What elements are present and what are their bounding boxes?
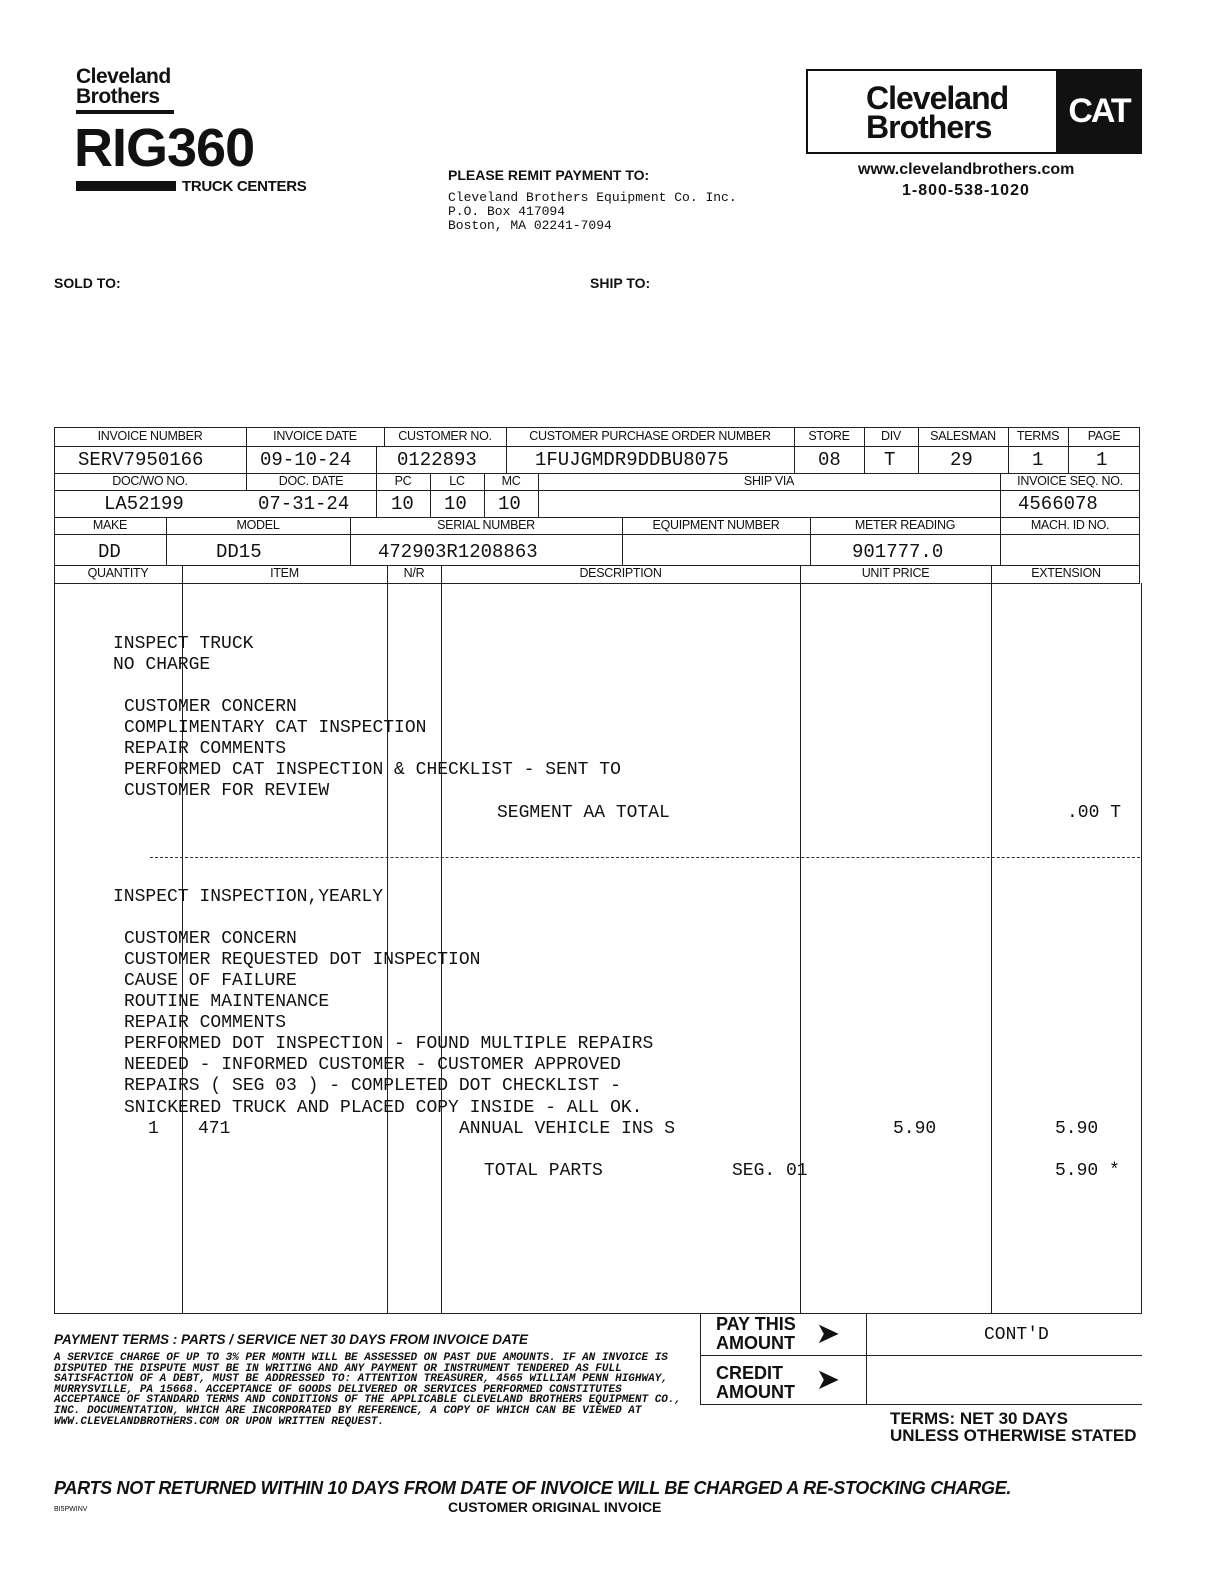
body-line: SNICKERED TRUCK AND PLACED COPY INSIDE - ALL OK. bbox=[124, 1098, 643, 1118]
hdr-equipment-number: EQUIPMENT NUMBER bbox=[652, 518, 780, 532]
invoice-number: SERV7950166 bbox=[78, 449, 204, 471]
hdr-unit-price: UNIT PRICE bbox=[861, 566, 930, 580]
remit-label: PLEASE REMIT PAYMENT TO: bbox=[448, 167, 650, 183]
hdr-invoice-date: INVOICE DATE bbox=[273, 429, 357, 443]
store: 08 bbox=[818, 449, 841, 471]
page: 1 bbox=[1096, 449, 1108, 471]
body-line: INSPECT INSPECTION,YEARLY bbox=[113, 887, 384, 907]
grid-line bbox=[54, 583, 1140, 584]
customer-original-label: CUSTOMER ORIGINAL INVOICE bbox=[448, 1499, 662, 1515]
arrow-right-icon: ➤ bbox=[817, 1318, 839, 1348]
hdr-lc: LC bbox=[449, 474, 465, 488]
body-line: CUSTOMER CONCERN bbox=[124, 929, 297, 949]
rig360-logo: RIG360 bbox=[74, 118, 255, 178]
segment-total-label: SEGMENT AA TOTAL bbox=[497, 803, 670, 823]
body-line: PERFORMED CAT INSPECTION & CHECKLIST - SENT TO bbox=[124, 760, 621, 780]
doc-wo-no: LA52199 bbox=[104, 493, 184, 515]
grid-line bbox=[1141, 583, 1142, 1313]
hdr-doc-date: DOC. DATE bbox=[278, 474, 344, 488]
grid-line bbox=[387, 565, 388, 1313]
grid-line bbox=[700, 1404, 1142, 1405]
truck-centers-label: TRUCK CENTERS bbox=[182, 178, 307, 195]
hdr-mach-id-no: MACH. ID NO. bbox=[1030, 518, 1110, 532]
hdr-div: DIV bbox=[881, 429, 901, 443]
body-line: CUSTOMER REQUESTED DOT INSPECTION bbox=[124, 950, 481, 970]
segment-separator bbox=[150, 857, 1140, 858]
website: www.clevelandbrothers.com bbox=[858, 161, 1075, 178]
body-line: NO CHARGE bbox=[113, 655, 211, 675]
lc: 10 bbox=[444, 493, 467, 515]
credit-amount-label: CREDIT AMOUNT bbox=[716, 1363, 795, 1402]
hdr-customer-po: CUSTOMER PURCHASE ORDER NUMBER bbox=[529, 429, 771, 443]
mc: 10 bbox=[498, 493, 521, 515]
meter-reading: 901777.0 bbox=[852, 541, 944, 563]
part-item: 471 bbox=[198, 1119, 231, 1139]
body-line: REPAIR COMMENTS bbox=[124, 739, 287, 759]
terms-net: TERMS: NET 30 DAYS UNLESS OTHERWISE STATED bbox=[890, 1409, 1137, 1445]
hdr-page: PAGE bbox=[1087, 429, 1121, 443]
pay-amount-value: CONT'D bbox=[984, 1325, 1049, 1345]
total-parts-value: 5.90 * bbox=[1055, 1161, 1120, 1181]
segment-total-value: .00 T bbox=[1067, 803, 1122, 823]
logo-bar bbox=[76, 181, 176, 191]
payment-terms: PAYMENT TERMS : PARTS / SERVICE NET 30 DAYS FROM INVOICE DATE bbox=[54, 1332, 529, 1347]
ship-to-label: SHIP TO: bbox=[590, 275, 651, 291]
body-line: INSPECT TRUCK bbox=[113, 634, 254, 654]
salesman: 29 bbox=[950, 449, 973, 471]
terms: 1 bbox=[1032, 449, 1044, 471]
part-extension: 5.90 bbox=[1055, 1119, 1099, 1139]
hdr-terms: TERMS bbox=[1016, 429, 1060, 443]
phone-number: 1-800-538-1020 bbox=[902, 182, 1030, 199]
hdr-doc-wo-no: DOC/WO NO. bbox=[112, 474, 188, 488]
customer-no: 0122893 bbox=[397, 449, 477, 471]
hdr-extension: EXTENSION bbox=[1031, 566, 1101, 580]
grid-line bbox=[54, 1313, 1142, 1314]
hdr-pc: PC bbox=[394, 474, 412, 488]
body-line: CAUSE OF FAILURE bbox=[124, 971, 297, 991]
hdr-model: MODEL bbox=[236, 518, 280, 532]
grid-line bbox=[54, 534, 1140, 535]
grid-line bbox=[54, 490, 1140, 491]
grid-line bbox=[991, 565, 992, 1313]
remit-line-3: Boston, MA 02241-7094 bbox=[448, 218, 612, 233]
grid-line bbox=[700, 1313, 701, 1404]
div: T bbox=[884, 449, 896, 471]
grid-line bbox=[1139, 427, 1140, 583]
grid-line bbox=[800, 565, 801, 1313]
rig360-cleveland-brothers-wordmark: Cleveland Brothers bbox=[76, 65, 171, 108]
invoice-seq-no: 4566078 bbox=[1018, 493, 1098, 515]
hdr-ship-via: SHIP VIA bbox=[743, 474, 795, 488]
body-line: REPAIRS ( SEG 03 ) - COMPLETED DOT CHECKLIST - bbox=[124, 1076, 621, 1096]
body-line: REPAIR COMMENTS bbox=[124, 1013, 287, 1033]
hdr-salesman: SALESMAN bbox=[930, 429, 996, 443]
invoice-date: 09-10-24 bbox=[260, 449, 352, 471]
grid-line bbox=[700, 1355, 1142, 1356]
sold-to-label: SOLD TO: bbox=[54, 275, 121, 291]
grid-line bbox=[441, 565, 442, 1313]
hdr-description: DESCRIPTION bbox=[579, 566, 662, 580]
arrow-right-icon: ➤ bbox=[817, 1364, 839, 1394]
body-line: CUSTOMER FOR REVIEW bbox=[124, 781, 330, 801]
hdr-nr: N/R bbox=[403, 566, 425, 580]
segment-code: SEG. 01 bbox=[732, 1161, 808, 1181]
body-line: CUSTOMER CONCERN bbox=[124, 697, 297, 717]
remit-line-1: Cleveland Brothers Equipment Co. Inc. bbox=[448, 190, 737, 205]
form-code: BI5PWINV bbox=[54, 1506, 88, 1513]
body-line: COMPLIMENTARY CAT INSPECTION bbox=[124, 718, 427, 738]
body-line: PERFORMED DOT INSPECTION - FOUND MULTIPLE REPAIRS bbox=[124, 1034, 654, 1054]
body-line: NEEDED - INFORMED CUSTOMER - CUSTOMER APPROVED bbox=[124, 1055, 621, 1075]
restock-notice: PARTS NOT RETURNED WITHIN 10 DAYS FROM DATE OF INVOICE WILL BE CHARGED A RE-STOCKING CHARGE. bbox=[54, 1478, 1012, 1498]
make: DD bbox=[98, 541, 121, 563]
hdr-invoice-number: INVOICE NUMBER bbox=[97, 429, 203, 443]
hdr-item: ITEM bbox=[270, 566, 299, 580]
fine-print: A SERVICE CHARGE OF UP TO 3% PER MONTH WILL BE ASSESSED ON PAST DUE AMOUNTS. IF AN INVOICE IS DISPUTED THE DISPUTE MUST BE IN WRITING AND ANY PAYMENT OR INSTRUMENT TENDERED AS FULL SATISFACTION OF A DEBT, MUST BE ADDRESSED TO: ATTENTION TREASURER, 4565 WILLIAM PENN HIGHWAY, MURRYSVILLE, PA 15668. ACCEPTANCE OF GOODS DELIVERED OR SERVICES PERFORMED CONSTITUTES ACCEPTANCE OF STANDARD TERMS AND CONDITIONS OF THE APPLICABLE CLEVELAND BROTHERS EQUIPMENT CO., INC. DOCUMENTATION, WHICH ARE INCORPORATED BY REFERENCE, A COPY OF WHICH CAN BE VIEWED AT WWW.CLEVELANDBROTHERS.COM OR UPON WRITTEN REQUEST. bbox=[54, 1352, 682, 1428]
doc-date: 07-31-24 bbox=[258, 493, 350, 515]
hdr-make: MAKE bbox=[92, 518, 128, 532]
hdr-invoice-seq-no: INVOICE SEQ. NO. bbox=[1017, 474, 1123, 488]
customer-po: 1FUJGMDR9DDBU8075 bbox=[535, 449, 729, 471]
part-quantity: 1 bbox=[148, 1119, 159, 1139]
remit-line-2: P.O. Box 417094 bbox=[448, 204, 566, 219]
serial-number: 472903R1208863 bbox=[378, 541, 538, 563]
hdr-store: STORE bbox=[808, 429, 850, 443]
total-parts-label: TOTAL PARTS bbox=[484, 1161, 603, 1181]
model: DD15 bbox=[216, 541, 262, 563]
pc: 10 bbox=[391, 493, 414, 515]
cleveland-brothers-logo: Cleveland Brothers bbox=[866, 80, 1009, 145]
hdr-mc: MC bbox=[501, 474, 521, 488]
pay-this-amount-label: PAY THIS AMOUNT bbox=[716, 1314, 796, 1353]
grid-line bbox=[54, 427, 1140, 428]
hdr-quantity: QUANTITY bbox=[87, 566, 149, 580]
part-description: ANNUAL VEHICLE INS S bbox=[459, 1119, 676, 1139]
grid-line bbox=[54, 427, 55, 1313]
hdr-customer-no: CUSTOMER NO. bbox=[398, 429, 492, 443]
hdr-serial-number: SERIAL NUMBER bbox=[437, 518, 535, 532]
body-line: ROUTINE MAINTENANCE bbox=[124, 992, 330, 1012]
logo-rule bbox=[76, 110, 174, 114]
hdr-meter-reading: METER READING bbox=[854, 518, 956, 532]
part-unit-price: 5.90 bbox=[893, 1119, 937, 1139]
cat-logo: CAT bbox=[1056, 69, 1142, 154]
grid-line bbox=[54, 446, 1140, 447]
grid-line bbox=[866, 1313, 867, 1404]
